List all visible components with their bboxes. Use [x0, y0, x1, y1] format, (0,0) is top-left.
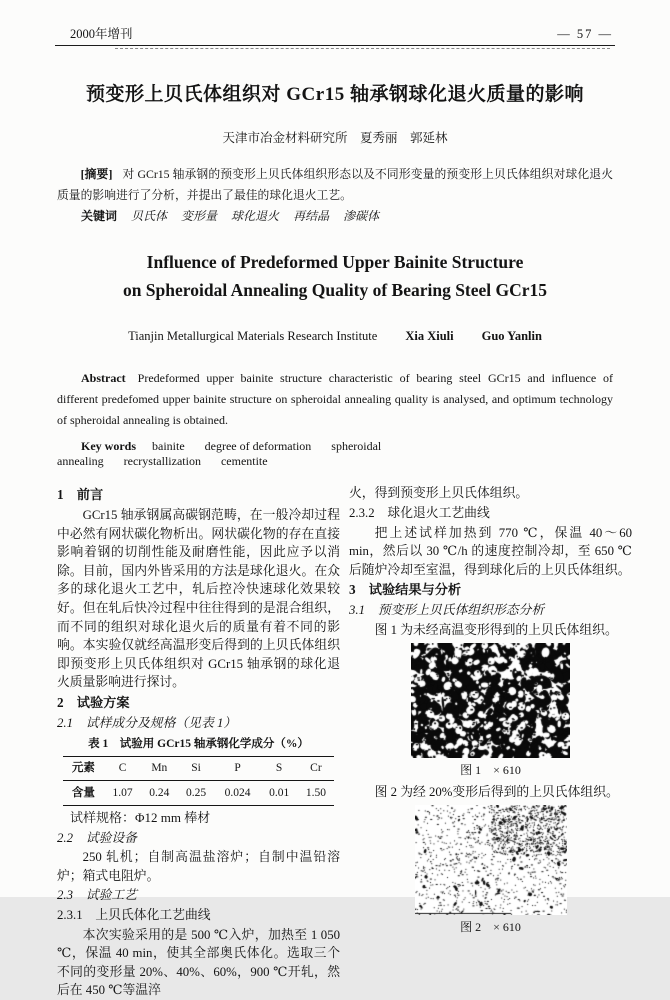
subsection-heading-3-1: 3.1 预变形上贝氏体组织形态分析 [349, 603, 545, 618]
table-caption: 表 1 试验用 GCr15 轴承钢化学成分（%） [88, 738, 309, 751]
keywords-en-label: Key words [81, 439, 136, 454]
figure-2-micrograph [415, 805, 567, 915]
keyword-zh: 变形量 [181, 209, 218, 224]
table-header-cell: S [261, 756, 298, 781]
subsection-heading-2-3: 2.3 试验工艺 [57, 888, 137, 903]
paragraph: GCr15 轴承钢属高碳钢范畴，在一般冷却过程中必然有网状碳化物析出。网状碳化物的存在直接影响着钢的切削性能及耐磨性能，因此应予以消除。目前，国内外皆采用的方法是球化退火。在众多的球化退火工艺中，轧后控冷快速球化效果较好。但在轧后快冷过程中往往得到的是混合组织，而不同的组织对球化退火后的质量有着不同的影响。本实验仅就经高温形变后得到的上贝氏体组织即预变形上贝氏体组织对 GCr15 轴承钢的球化退火质量影响进行探讨。 [57, 508, 340, 690]
affiliation-en: Tianjin Metallurgical Materials Research Institute [128, 329, 378, 344]
table-cell: 0.024 [224, 786, 251, 799]
table-row [63, 781, 335, 806]
keywords-zh [57, 207, 613, 224]
authors-affiliation-en [0, 329, 670, 344]
paragraph: 250 轧机；自制高温盐溶炉；自制中温铅溶炉；箱式电阻炉。 [57, 850, 340, 883]
page-number: — 57 — [557, 27, 613, 41]
keywords-en [57, 439, 613, 469]
chemical-composition-table [63, 756, 335, 806]
header-rule [55, 45, 615, 46]
keyword-en: spheroidal annealing [57, 439, 382, 469]
paper-title-zh: 预变形上贝氏体组织对 GCr15 轴承钢球化退火质量的影响 [86, 84, 584, 105]
author-en: Guo Yanlin [481, 329, 542, 344]
section-heading-3: 3 试验结果与分析 [349, 582, 462, 598]
specimen-spec: 试样规格：Φ12 mm 棒材 [70, 809, 211, 825]
figure-2 [349, 805, 632, 937]
table-header-cell: C [104, 756, 141, 781]
paper-title-en-line2: on Spheroidal Annealing Quality of Bearing Steel GCr15 [122, 280, 548, 301]
abstract-en-text: Predeformed upper bainite structure characteristic of bearing steel GCr15 and influence of different predefomed upper bainite structure on spheroidal annealing quality is analysed, and optimum technology of spheroidal annealing is obtained. [57, 371, 613, 428]
keyword-en: cementite [220, 454, 268, 469]
keyword-zh: 贝氏体 [131, 209, 168, 224]
subsection-heading-2-2: 2.2 试验设备 [57, 830, 137, 845]
keyword-zh: 球化退火 [231, 209, 280, 224]
abstract-zh-label: [摘要] [80, 167, 113, 181]
figure-1 [349, 643, 632, 780]
keyword-en: bainite [152, 439, 185, 454]
paragraph: 图 2 为经 20%变形后得到的上贝氏体组织。 [374, 784, 619, 799]
table-cell: 0.01 [269, 786, 290, 799]
keywords-zh-label: 关键词 [81, 209, 118, 224]
abstract-en [57, 368, 613, 431]
abstract-zh [57, 164, 613, 206]
page-header [0, 0, 670, 45]
keyword-en: recrystallization [123, 454, 201, 469]
table-row-label: 含量 [71, 786, 95, 799]
paper-title-en-line1: Influence of Predeformed Upper Bainite Structure [146, 252, 524, 273]
table-header-cell: P [214, 756, 260, 781]
subsection-heading-2-3-2: 2.3.2 球化退火工艺曲线 [349, 506, 490, 521]
abstract-zh-text: 对 GCr15 轴承钢的预变形上贝氏体组织形态以及不同形变量的预变形上贝氏体组织对球化退火质量的影响进行了分析，并提出了最佳的球化退火工艺。 [57, 167, 614, 203]
author-en: Xia Xiuli [405, 329, 454, 344]
figure-2-caption: 图 2 × 610 [460, 920, 521, 935]
paragraph: 把上述试样加热到 770 ℃，保温 40～60 min，然后以 30 ℃/h 的速度控制冷却，至 650 ℃后随炉冷却至室温，得到球化后的上贝氏体组织。 [349, 525, 632, 577]
table-header-cell: Mn [141, 756, 178, 781]
header-rule-secondary [115, 48, 610, 49]
table-header-cell: Si [178, 756, 215, 781]
table-header-row [63, 756, 335, 781]
table-cell: 1.07 [112, 786, 133, 799]
abstract-en-label: Abstract [81, 371, 126, 386]
subsection-heading-2-1: 2.1 试样成分及规格（见表 1） [57, 715, 237, 730]
journal-issue-label: 2000年增刊 [70, 27, 133, 41]
section-heading-2: 2 试验方案 [57, 695, 130, 710]
table-header-cell: 元素 [63, 756, 105, 781]
subsection-heading-2-3-1: 2.3.1 上贝氏体化工艺曲线 [57, 907, 211, 922]
right-column [349, 484, 632, 999]
left-column [57, 484, 340, 999]
section-heading-1: 1 前言 [57, 487, 104, 503]
keyword-en: degree of deformation [204, 439, 312, 454]
table-cell: 0.25 [186, 786, 207, 799]
authors-affiliation-zh: 天津市冶金材料研究所 夏秀丽 郭延林 [222, 131, 448, 145]
figure-1-caption: 图 1 × 610 [460, 763, 521, 778]
table-header-cell: Cr [298, 756, 335, 781]
table-cell: 1.50 [305, 786, 326, 799]
keyword-zh: 再结晶 [293, 209, 330, 224]
figure-1-micrograph [411, 643, 570, 758]
paragraph: 本次实验采用的是 500 ℃入炉，加热至 1 050 ℃，保温 40 min，使其全部奥氏体化。选取三个不同的变形量 20%、40%、60%，900 ℃开轧，然后在 450 ℃等温淬 [57, 927, 340, 998]
paper-title-en [0, 248, 670, 304]
body-columns [57, 484, 632, 999]
paragraph-continuation: 火，得到预变形上贝氏体组织。 [349, 486, 529, 501]
paragraph: 图 1 为未经高温变形得到的上贝氏体组织。 [374, 622, 618, 637]
table-cell: 0.24 [149, 786, 170, 799]
keyword-zh: 渗碳体 [343, 209, 380, 224]
